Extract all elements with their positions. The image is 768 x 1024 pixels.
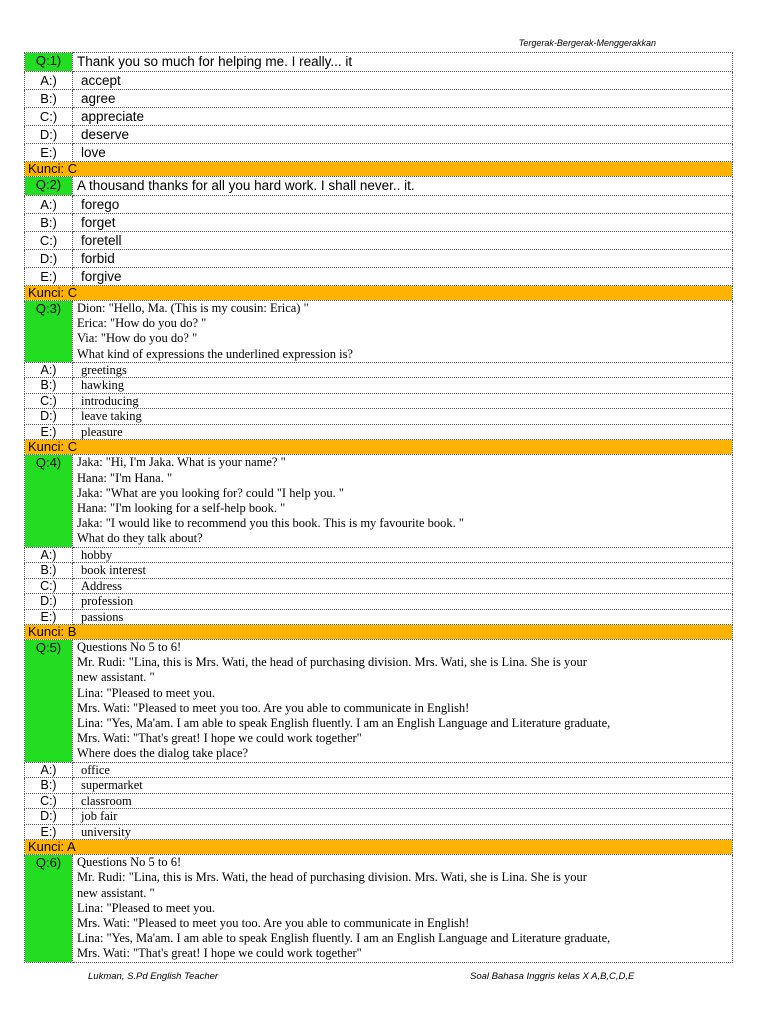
option-letter: D:)	[25, 250, 73, 268]
question-line: What do they talk about?	[77, 531, 203, 546]
question-line: Lina: "Pleased to meet you.	[77, 685, 216, 700]
option-text: introducing	[73, 393, 733, 409]
answer-key: Kunci: C	[25, 440, 733, 455]
option-row	[25, 778, 733, 794]
option-text: foretell	[73, 232, 733, 250]
option-row	[25, 144, 733, 162]
option-row	[25, 793, 733, 809]
option-row	[25, 563, 733, 579]
option-letter: A:)	[25, 547, 73, 563]
question-text	[73, 53, 733, 72]
option-row	[25, 362, 733, 378]
option-text: office	[73, 762, 733, 778]
question-line: Jaka: "Hi, I'm Jaka. What is your name? "	[77, 455, 286, 470]
question-text	[73, 301, 733, 363]
option-letter: A:)	[25, 762, 73, 778]
option-text: leave taking	[73, 409, 733, 425]
option-row	[25, 809, 733, 825]
option-text: supermarket	[73, 778, 733, 794]
option-letter: E:)	[25, 268, 73, 286]
option-letter: E:)	[25, 144, 73, 162]
question-line: A thousand thanks for all you hard work. I shall never.. it.	[77, 178, 415, 193]
answer-key-row	[25, 625, 733, 640]
option-row	[25, 196, 733, 214]
option-text: job fair	[73, 809, 733, 825]
question-line: Questions No 5 to 6!	[77, 640, 182, 655]
question-line: Questions No 5 to 6!	[77, 855, 182, 870]
option-row	[25, 594, 733, 610]
option-letter: C:)	[25, 232, 73, 250]
question-row	[25, 455, 733, 547]
option-row	[25, 578, 733, 594]
option-letter: B:)	[25, 778, 73, 794]
question-row	[25, 640, 733, 763]
question-row	[25, 177, 733, 196]
question-line: What kind of expressions the underlined expression is?	[77, 346, 353, 361]
option-row	[25, 824, 733, 840]
question-row	[25, 855, 733, 962]
question-line: Jaka: "What are you looking for? could "I help you. "	[77, 485, 344, 500]
option-row	[25, 72, 733, 90]
question-line: Mrs. Wati: "That's great! I hope we could work together"	[77, 731, 362, 746]
option-text: appreciate	[73, 108, 733, 126]
option-row	[25, 250, 733, 268]
option-row	[25, 409, 733, 425]
question-line: Hana: "I'm looking for a self-help book. "	[77, 500, 286, 515]
question-line: Mr. Rudi: "Lina, this is Mrs. Wati, the head of purchasing division. Mrs. Wati, she is Lina. She is your	[77, 870, 587, 885]
option-letter: D:)	[25, 409, 73, 425]
question-line: Dion: "Hello, Ma. (This is my cousin: Erica) "	[77, 301, 309, 315]
option-letter: B:)	[25, 90, 73, 108]
option-text: classroom	[73, 793, 733, 809]
question-number: Q:5)	[25, 640, 73, 763]
option-row	[25, 547, 733, 563]
option-text: deserve	[73, 126, 733, 144]
option-text: profession	[73, 594, 733, 610]
option-text: passions	[73, 609, 733, 625]
option-letter: E:)	[25, 609, 73, 625]
option-text: Address	[73, 578, 733, 594]
question-line: Mrs. Wati: "Pleased to meet you too. Are you able to communicate in English!	[77, 915, 470, 930]
footer-subject: Soal Bahasa Inggris kelas X A,B,C,D,E	[470, 971, 635, 982]
option-row	[25, 90, 733, 108]
question-line: Erica: "How do you do? "	[77, 316, 207, 331]
question-line: Lina: "Pleased to meet you.	[77, 900, 216, 915]
option-text: forgive	[73, 268, 733, 286]
option-letter: B:)	[25, 214, 73, 232]
question-number: Q:2)	[25, 177, 73, 196]
question-line: Via: "How do you do? "	[77, 331, 198, 346]
option-text: university	[73, 824, 733, 840]
question-line: Thank you so much for helping me. I really... it	[77, 54, 353, 69]
option-letter: D:)	[25, 809, 73, 825]
question-line: new assistant. "	[77, 670, 155, 685]
option-row	[25, 762, 733, 778]
question-line: Hana: "I'm Hana. "	[77, 470, 173, 485]
answer-key-row	[25, 840, 733, 855]
question-line: Lina: "Yes, Ma'am. I am able to speak English fluently. I am an English Language and Literature graduate,	[77, 716, 611, 731]
option-text: agree	[73, 90, 733, 108]
answer-key: Kunci: C	[25, 286, 733, 301]
option-row	[25, 126, 733, 144]
answer-key-row	[25, 440, 733, 455]
footer-author: Lukman, S.Pd English Teacher	[88, 971, 219, 982]
question-table	[24, 52, 733, 963]
option-text: book interest	[73, 563, 733, 579]
option-letter: B:)	[25, 378, 73, 394]
answer-key-row	[25, 286, 733, 301]
question-row	[25, 301, 733, 363]
question-text	[73, 855, 733, 962]
option-row	[25, 108, 733, 126]
option-text: forbid	[73, 250, 733, 268]
question-line: Mrs. Wati: "That's great! I hope we could work together"	[77, 946, 362, 961]
option-letter: C:)	[25, 393, 73, 409]
question-number: Q:3)	[25, 301, 73, 363]
option-text: forget	[73, 214, 733, 232]
option-row	[25, 378, 733, 394]
question-number: Q:6)	[25, 855, 73, 962]
question-line: Where does the dialog take place?	[77, 746, 249, 761]
option-text: hobby	[73, 547, 733, 563]
question-line: Lina: "Yes, Ma'am. I am able to speak English fluently. I am an English Language and Literature graduate,	[77, 931, 611, 946]
option-row	[25, 268, 733, 286]
question-number: Q:1)	[25, 53, 73, 72]
question-number: Q:4)	[25, 455, 73, 547]
question-line: Mrs. Wati: "Pleased to meet you too. Are you able to communicate in English!	[77, 700, 470, 715]
option-text: pleasure	[73, 424, 733, 440]
option-letter: C:)	[25, 108, 73, 126]
option-letter: A:)	[25, 196, 73, 214]
option-letter: D:)	[25, 126, 73, 144]
answer-key: Kunci: A	[25, 840, 733, 855]
option-letter: D:)	[25, 594, 73, 610]
option-letter: C:)	[25, 793, 73, 809]
option-row	[25, 232, 733, 250]
option-text: hawking	[73, 378, 733, 394]
answer-key-row	[25, 162, 733, 177]
option-row	[25, 424, 733, 440]
option-letter: C:)	[25, 578, 73, 594]
option-letter: E:)	[25, 424, 73, 440]
answer-key: Kunci: C	[25, 162, 733, 177]
question-text	[73, 177, 733, 196]
question-text	[73, 640, 733, 763]
option-letter: B:)	[25, 563, 73, 579]
answer-key: Kunci: B	[25, 625, 733, 640]
question-row	[25, 53, 733, 72]
option-row	[25, 393, 733, 409]
page-header: Tergerak-Bergerak-Menggerakkan	[518, 38, 656, 48]
option-text: accept	[73, 72, 733, 90]
option-row	[25, 609, 733, 625]
question-line: new assistant. "	[77, 885, 155, 900]
option-text: love	[73, 144, 733, 162]
question-line: Mr. Rudi: "Lina, this is Mrs. Wati, the head of purchasing division. Mrs. Wati, she is Lina. She is your	[77, 655, 587, 670]
option-text: greetings	[73, 362, 733, 378]
option-letter: A:)	[25, 362, 73, 378]
option-row	[25, 214, 733, 232]
option-letter: A:)	[25, 72, 73, 90]
question-line: Jaka: "I would like to recommend you this book. This is my favourite book. "	[77, 516, 465, 531]
option-text: forego	[73, 196, 733, 214]
option-letter: E:)	[25, 824, 73, 840]
question-text	[73, 455, 733, 547]
